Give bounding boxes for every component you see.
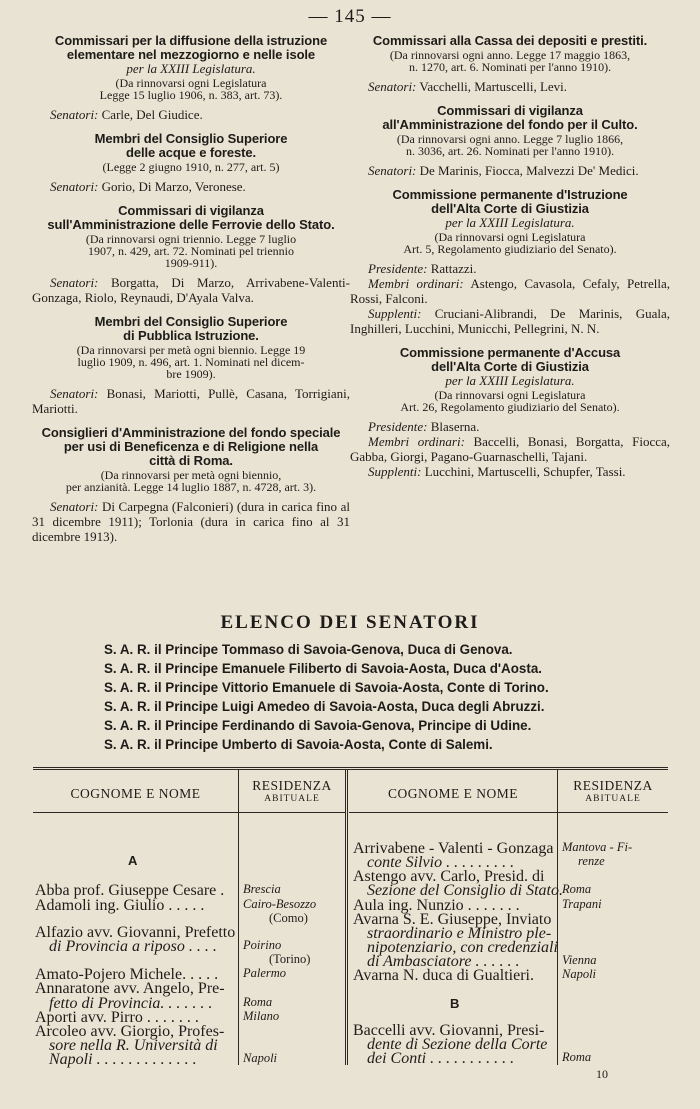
section-block: [32, 426, 350, 544]
legislatura-line: per la XXIII Legislatura.: [445, 215, 575, 230]
table-row: sore nella R. Università di: [49, 1037, 218, 1054]
table-row: fetto di Provincia. . . . . . .: [49, 995, 213, 1012]
section-block: [350, 34, 670, 94]
residence: Trapani: [562, 897, 602, 911]
section-heading: Membri del Consiglio Superiore di Pubblica Istruzione.: [94, 314, 288, 343]
section-block: [350, 104, 670, 178]
prince-line: S. A. R. il Principe Emanuele Filiberto di Savoia-Aosta, Duca d'Aosta.: [104, 661, 542, 676]
section-block: [32, 204, 350, 305]
right-column: [350, 34, 670, 489]
prince-line: S. A. R. il Principe Tommaso di Savoia-Genova, Duca di Genova.: [104, 642, 513, 657]
section-note: (Da rinnovarsi ogni triennio. Legge 7 luglio 1907, n. 429, art. 72. Nominati pel triennio 1909-911).: [85, 232, 297, 270]
table-row: Avarna S. E. Giuseppe, Inviato: [353, 911, 552, 928]
prince-line: S. A. R. il Principe Luigi Amedeo di Savoia-Aosta, Duca degli Abruzzi.: [104, 699, 545, 714]
table-row: Arrivabene - Valenti - Gonzaga: [353, 840, 554, 857]
table-row: straordinario e Ministro ple-: [367, 925, 552, 942]
residence: Roma: [562, 882, 592, 896]
senators-line: Senatori: Borgatta, Di Marzo, Arrivabene-Valenti-Gonzaga, Riolo, Reynaudi, D'Ayala Valva.: [32, 275, 350, 305]
elenco-title: ELENCO DEI SENATORI: [220, 612, 480, 633]
senators-line: Senatori: Vacchelli, Martuscelli, Levi.: [368, 79, 568, 94]
table-row: Avarna N. duca di Gualtieri.: [353, 967, 534, 984]
senators-line: Senatori: De Marinis, Fiocca, Malvezzi De' Medici.: [368, 163, 639, 178]
senators-line: Senatori: Carle, Del Giudice.: [50, 107, 203, 122]
table-row: di Provincia a riposo . . . .: [49, 938, 217, 955]
section-heading: Commissione permanente d'Istruzione dell'Alta Corte di Giustizia: [392, 187, 628, 216]
section-block: [350, 188, 670, 336]
table-row: Abba prof. Giuseppe Cesare .: [35, 882, 225, 899]
section-heading: Commissari alla Cassa dei depositi e prestiti.: [372, 33, 648, 48]
residence: Milano: [243, 1009, 280, 1023]
table-row: nipotenziario, con credenziali: [367, 939, 558, 956]
section-heading: Commissari per la diffusione della istruzione elementare nel mezzogiorno e nelle isole: [54, 33, 328, 62]
table-row: Annaratone avv. Angelo, Pre-: [35, 980, 225, 997]
section-note: (Legge 2 giugno 1910, n. 277, art. 5): [102, 160, 280, 174]
section-note: (Da rinnovarsi ogni Legislatura Legge 15 luglio 1906, n. 383, art. 73).: [99, 76, 283, 102]
residence: Roma: [562, 1050, 592, 1064]
column-rule-double: [345, 770, 348, 1065]
section-note: (Da rinnovarsi ogni anno. Legge 17 maggio 1863, n. 1270, art. 6. Nominati per l'anno 1910).: [389, 48, 631, 74]
section-letter: A: [128, 853, 138, 868]
section-note: (Da rinnovarsi ogni anno. Legge 7 luglio 1866, n. 3036, art. 26. Nominati per l'anno 1910).: [396, 132, 624, 158]
section-heading: Consiglieri d'Amministrazione del fondo speciale per usi di Beneficenza e di Religione nella città di Roma.: [41, 425, 341, 468]
table-row: conte Silvio . . . . . . . . .: [367, 854, 515, 871]
section-heading: Commissari di vigilanza sull'Amministrazione delle Ferrovie dello Stato.: [47, 203, 335, 232]
residence: renze: [578, 854, 605, 868]
section-heading: Commissari di vigilanza all'Amministrazione del fondo per il Culto.: [382, 103, 638, 132]
residence: Mantova - Fi-: [562, 840, 633, 854]
section-block: [32, 132, 350, 194]
section-heading: Commissione permanente d'Accusa dell'Alta Corte di Giustizia: [399, 345, 621, 374]
column-rule: [557, 770, 558, 1065]
legislatura-line: per la XXIII Legislatura.: [126, 61, 256, 76]
table-row: Amato-Pojero Michele. . . . .: [35, 966, 219, 983]
page-number: 10: [596, 1067, 608, 1081]
header-res-right: RESIDENZA ABITUALE: [558, 772, 668, 813]
residence: Poirino: [243, 938, 282, 952]
table-row: dente di Sezione della Corte: [367, 1036, 548, 1053]
prince-line: S. A. R. il Principe Ferdinando di Savoia-Genova, Principe di Udine.: [104, 718, 532, 733]
header-name-right: COGNOME E NOME: [349, 772, 557, 813]
column-rule: [238, 770, 239, 1065]
table-row: Napoli . . . . . . . . . . . . .: [49, 1051, 197, 1068]
senators-line: Senatori: Bonasi, Mariotti, Pullè, Casana, Torrigiani, Mariotti.: [32, 386, 351, 416]
table-row: Adamoli ing. Giulio . . . . .: [35, 897, 205, 914]
table-row: Sezione del Consiglio di Stato.: [367, 882, 563, 899]
membri-line: Membri ordinari: Baccelli, Bonasi, Borgatta, Fiocca, Gabba, Giorgi, Pagano-Guarnaschelli, Tajani.: [350, 434, 670, 464]
prince-line: S. A. R. il Principe Umberto di Savoia-Aosta, Conte di Salemi.: [104, 737, 493, 752]
residence: Roma: [243, 995, 273, 1009]
supplenti-line: Supplenti: Cruciani-Alibrandi, De Marinis, Guala, Inghilleri, Lucchini, Municchi, Pellegrini, N. N.: [350, 306, 670, 336]
header-name-left: COGNOME E NOME: [33, 772, 238, 813]
supplenti-line: Supplenti: Lucchini, Martuscelli, Schupfer, Tassi.: [368, 464, 626, 479]
table-row: Arcoleo avv. Giorgio, Profes-: [35, 1023, 225, 1040]
table-row: di Ambasciatore . . . . . .: [367, 953, 520, 970]
presidente-line: Presidente: Rattazzi.: [368, 261, 477, 276]
residence: Napoli: [243, 1051, 278, 1065]
header-res-left: RESIDENZA ABITUALE: [239, 772, 345, 813]
left-column: [32, 34, 350, 554]
table-row: Baccelli avv. Giovanni, Presi-: [353, 1022, 545, 1039]
senators-line: Senatori: Di Carpegna (Falconieri) (dura in carica fino al 31 dicembre 1911); Torlonia (dura in carica fino al 31 dicembre 1913).: [32, 499, 351, 544]
page-folio: — 145 —: [308, 6, 392, 27]
residence: Palermo: [243, 966, 287, 980]
section-note: (Da rinnovarsi per metà ogni biennio. Legge 19 luglio 1909, n. 496, art. 1. Nominati nel dicem- bre 1909).: [76, 343, 306, 381]
princes-list: [104, 640, 664, 754]
residence: Napoli: [562, 967, 597, 981]
table-row: Astengo avv. Carlo, Presid. di: [353, 868, 545, 885]
presidente-line: Presidente: Blaserna.: [368, 419, 480, 434]
section-block: [32, 315, 350, 416]
residence: Vienna: [562, 953, 597, 967]
senators-line: Senatori: Gorio, Di Marzo, Veronese.: [50, 179, 246, 194]
table-row: Aula ing. Nunzio . . . . . . .: [353, 897, 520, 914]
prince-line: S. A. R. il Principe Vittorio Emanuele di Savoia-Aosta, Conte di Torino.: [104, 680, 549, 695]
table-row: Alfazio avv. Giovanni, Prefetto: [35, 924, 236, 941]
residence: Cairo-Besozzo: [243, 897, 317, 911]
table-row: dei Conti . . . . . . . . . . .: [367, 1050, 515, 1067]
residence: (Como): [269, 911, 308, 925]
table-row: Aporti avv. Pirro . . . . . . .: [35, 1009, 199, 1026]
section-block: [350, 346, 670, 479]
section-note: (Da rinnovarsi ogni Legislatura Art. 5, Regolamento giudiziario del Senato).: [403, 230, 617, 256]
membri-line: Membri ordinari: Astengo, Cavasola, Cefaly, Petrella, Rossi, Falconi.: [350, 276, 670, 306]
legislatura-line: per la XXIII Legislatura.: [445, 373, 575, 388]
residence: Brescia: [243, 882, 281, 896]
section-letter: B: [450, 996, 460, 1011]
section-note: (Da rinnovarsi ogni Legislatura Art. 26, Regolamento giudiziario del Senato).: [400, 388, 620, 414]
senators-table: [33, 767, 668, 1080]
section-note: (Da rinnovarsi per metà ogni biennio, per anzianità. Legge 14 luglio 1887, n. 4728, art. 3).: [65, 468, 317, 494]
residence: (Torino): [269, 952, 311, 966]
section-block: [32, 34, 350, 122]
section-heading: Membri del Consiglio Superiore delle acque e foreste.: [94, 131, 288, 160]
